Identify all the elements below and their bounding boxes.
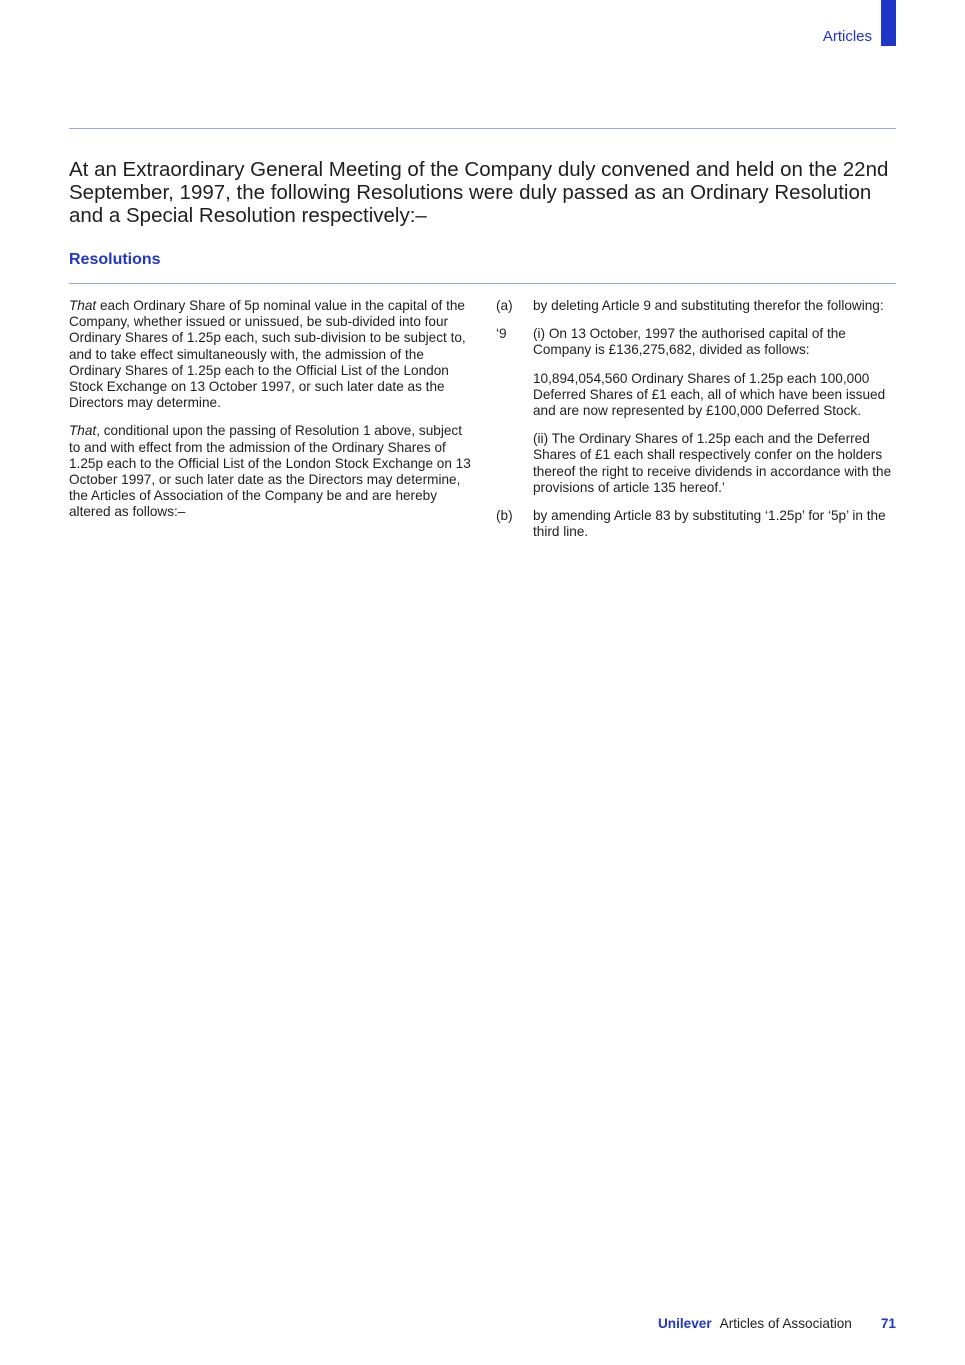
resolution-2-paragraph <box>69 423 474 520</box>
item-b-body <box>533 508 896 540</box>
heading-divider <box>69 283 896 284</box>
resolution-2-lead: That <box>69 423 97 439</box>
resolution-1-lead: That <box>69 298 97 313</box>
item-b-marker: (b) <box>496 508 513 524</box>
section-label: Articles <box>822 28 872 45</box>
item-9-share-detail: 10,894,054,560 Ordinary Shares of 1.25p each 100,000 Deferred Shares of £1 each, all of which have been issued and are now represented by £100,000 Deferred Stock. <box>533 370 886 419</box>
right-column <box>496 298 896 552</box>
item-9-clause-ii: (ii) The Ordinary Shares of 1.25p each and the Deferred Shares of £1 each shall respectively confer on the holders thereof the right to receive dividends in accordance with the provisions of article 135 hereof.’ <box>533 431 892 495</box>
item-a-body <box>533 298 896 314</box>
list-item-a <box>496 298 896 314</box>
item-b-text: by amending Article 83 by substituting ‘1.25p’ for ‘5p’ in the third line. <box>533 508 886 540</box>
resolution-1-paragraph <box>69 298 474 411</box>
footer-brand: Unilever <box>657 1316 712 1331</box>
resolutions-heading: Resolutions <box>69 251 161 268</box>
list-item-b <box>496 508 896 540</box>
item-a-text: by deleting Article 9 and substituting therefor the following: <box>533 298 884 313</box>
item-9-clause-i: (i) On 13 October, 1997 the authorised capital of the Company is £136,275,682, divided as follows: <box>533 326 846 358</box>
section-tab-marker <box>881 0 896 46</box>
page-footer <box>658 1316 896 1331</box>
footer-document-title: Articles of Association <box>719 1316 852 1331</box>
item-9-body <box>533 326 896 496</box>
item-a-marker: (a) <box>496 298 513 313</box>
left-column <box>69 298 474 533</box>
page-number: 71 <box>880 1316 896 1331</box>
intro-paragraph: At an Extraordinary General Meeting of the Company duly convened and held on the 22nd September, 1997, the following Resolutions were duly passed as an Ordinary Resolution and a Special Resolution respectively:– <box>69 158 889 227</box>
resolution-1-text: each Ordinary Share of 5p nominal value in the capital of the Company, whether issued or unissued, be sub-divided into four Ordinary Shares of 1.25p each, such sub-division to be subject to, and to take effect simultaneously with, the admission of the Ordinary Shares of 1.25p each to the Official List of the London Stock Exchange on 13 October 1997, or such later date as the Directors may determine. <box>69 298 466 411</box>
item-9-marker: ‘9 <box>496 326 507 342</box>
resolution-2-text: , conditional upon the passing of Resolution 1 above, subject to and with effect from the admission of the Ordinary Shares of 1.25p each to the Official List of the London Stock Exchange on 13 October 1997, or such later date as the Directors may determine, the Articles of Association of the Company be and are hereby altered as follows:– <box>69 423 471 520</box>
top-divider <box>69 128 896 129</box>
list-item-9 <box>496 326 896 496</box>
